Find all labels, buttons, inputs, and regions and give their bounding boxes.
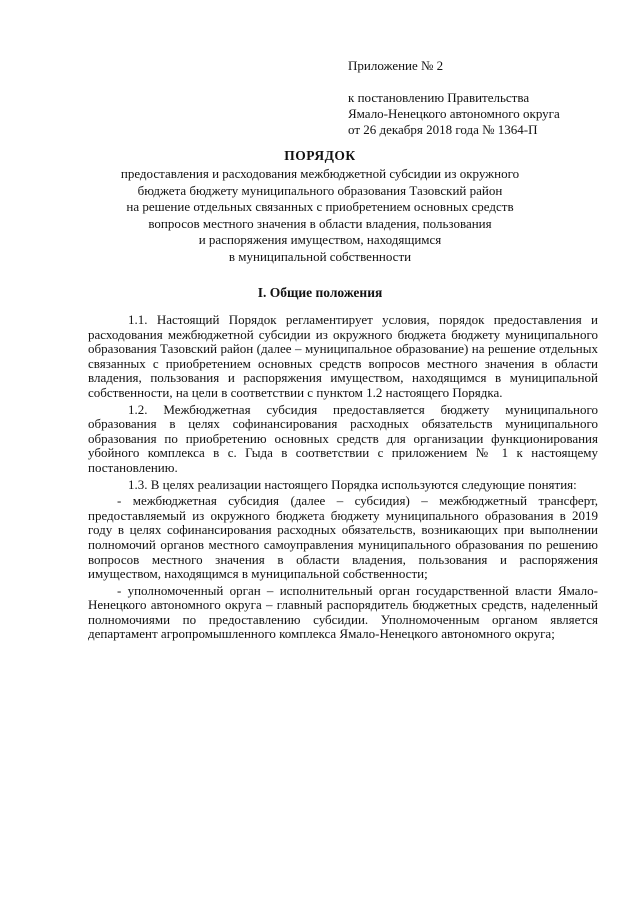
subtitle-line: на решение отдельных связанных с приобретением основных средств (126, 199, 514, 214)
definition-subsidy: - межбюджетная субсидия (далее – субсидия) – межбюджетный трансферт, предоставляемый из окружного бюджета бюджету муниципального образования в 2019 году в целях софинансирования расходных обязательств, возникающих при выполнении полномочий органов местного самоуправления муниципального образования по решению вопросов местного значения в области владения, пользования и распоряжения имуществом, находящимся в муниципальной собственности; (88, 493, 598, 582)
subtitle-line: вопросов местного значения в области владения, пользования (148, 215, 492, 231)
document-body (88, 313, 598, 644)
subtitle-line: в муниципальной собственности (228, 248, 412, 264)
paragraph-1-2: 1.2. Межбюджетная субсидия предоставляется бюджету муниципального образования в целях софинансирования расходных обязательств муниципального образования по приобретению основных средств для организации функционирования убойного комплекса в с. Гыда в соответствии с приложением № 1 к настоящему постановлению. (88, 401, 598, 475)
document-title: ПОРЯДОК (284, 148, 356, 163)
appendix-number: Приложение № 2 (348, 58, 444, 73)
appendix-line: Ямало-Ненецкого автономного округа (348, 106, 560, 121)
appendix-line: от 26 декабря 2018 года № 1364-П (348, 122, 538, 137)
paragraph-1-1: 1.1. Настоящий Порядок регламентирует условия, порядок предоставления и расходования межбюджетной субсидии из окружного бюджета бюджету муниципального образования Тазовский район (далее – муниципальное образование) на решение отдельных связанных с приобретением основных средств вопросов местного значения в области владения, пользования и распоряжения имуществом, находящимся в муниципальной собственности, на цели в соответствии с пунктом 1.2 настоящего Порядка. (88, 312, 598, 400)
document-subtitle (80, 166, 560, 265)
subtitle-line: и распоряжения имуществом, находящимся (198, 232, 442, 247)
definition-authorized-body: - уполномоченный орган – исполнительный орган государственной власти Ямало-Ненецкого автономного округа – главный распорядитель бюджетных средств, наделенный полномочиями по предоставлению субсидии. Уполномоченным органом является департамент агропромышленного комплекса Ямало-Ненецкого автономного округа; (88, 582, 598, 642)
section-heading: I. Общие положения (257, 285, 383, 300)
appendix-header (348, 58, 560, 138)
subtitle-line: бюджета бюджету муниципального образования Тазовский район (137, 182, 503, 198)
paragraph-1-3: 1.3. В целях реализации настоящего Порядка используются следующие понятия: (128, 476, 577, 492)
subtitle-line: предоставления и расходования межбюджетной субсидии из окружного (120, 166, 520, 181)
appendix-line: к постановлению Правительства (348, 90, 530, 105)
